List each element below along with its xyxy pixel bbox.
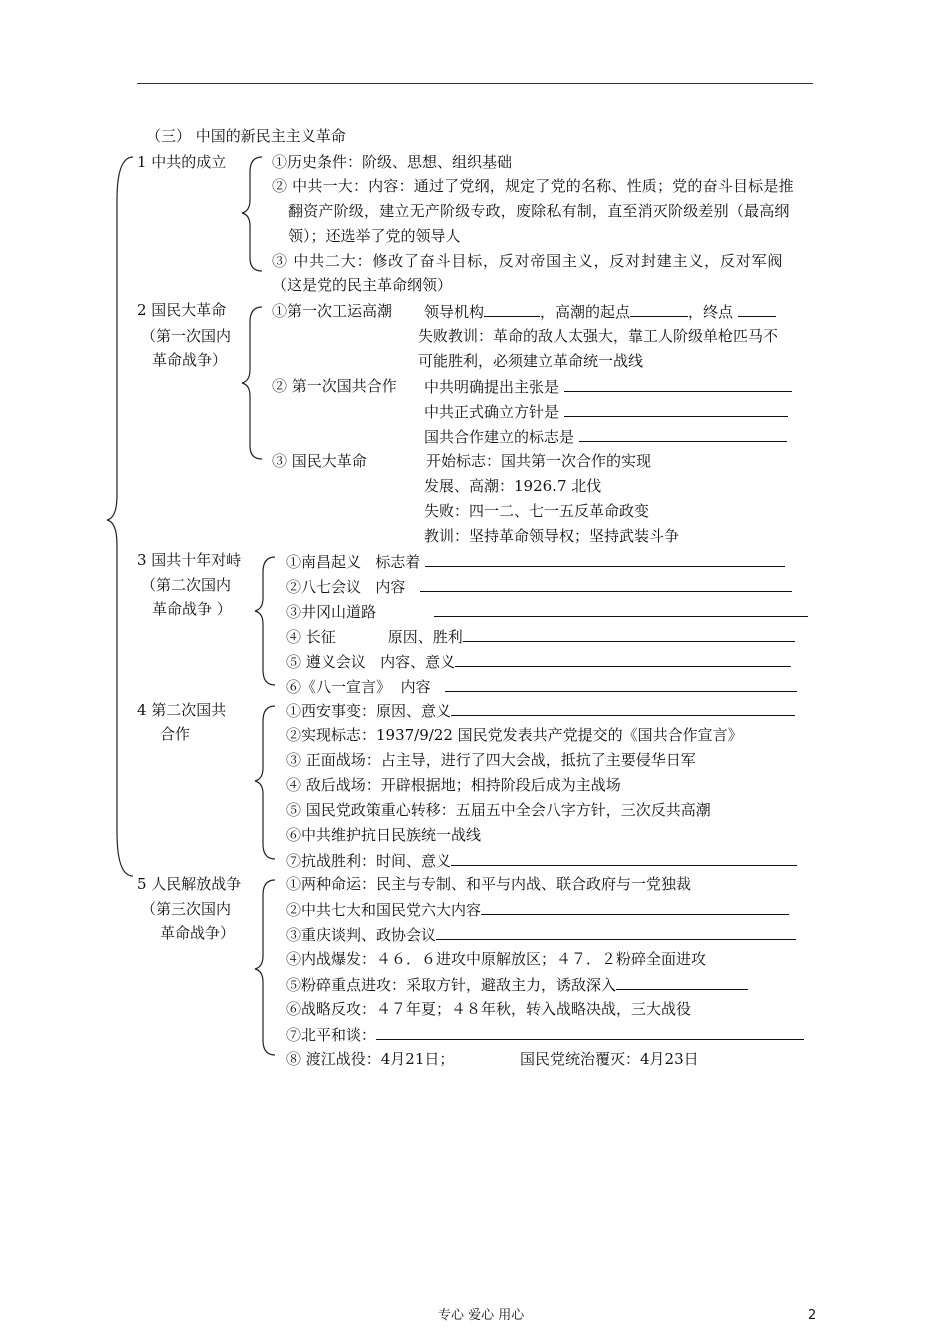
s5-item-5	[286, 974, 748, 995]
s3-item-6-prompt: 内容	[400, 678, 431, 696]
footer-slogan: 专心 爱心 用心	[438, 1308, 525, 1323]
s5-item-2-label: ②中共七大和国民党六大内容	[286, 901, 482, 919]
s3-item-2-prompt: 内容	[375, 578, 406, 596]
s2-item-2-fill-a	[424, 376, 792, 397]
s3-item-5-prompt: 内容、意义	[380, 653, 456, 671]
s2-item-3-b: 发展、高潮：1926.7 北伐	[424, 477, 602, 495]
brace-s2	[242, 307, 262, 459]
s4-item-5: ⑤ 国民党政策重心转移：五届五中全会八字方针，三次反共高潮	[286, 801, 711, 819]
s2-item-2-label-b: 中共正式确立方针是	[424, 403, 560, 421]
s2-item-3-c: 失败：四一二、七一五反革命政变	[424, 502, 650, 520]
s1-line-2b: 翻资产阶级，建立无产阶级专政，废除私有制，直至消灭阶级差别（最高纲	[288, 202, 790, 220]
s2-item-2-label-c: 国共合作建立的标志是	[424, 428, 575, 446]
blank-line[interactable]	[564, 376, 792, 392]
section-title: （三） 中国的新民主主义革命	[146, 127, 346, 145]
blank-line[interactable]	[738, 301, 776, 317]
blank-line[interactable]	[434, 601, 808, 617]
header-rule	[137, 83, 813, 84]
s3-item-1-prompt: 标志着	[375, 553, 421, 571]
topic-4-sub1: 合作	[160, 725, 191, 743]
s3-item-3	[286, 601, 808, 622]
topic-5-sub1: （第三次国内	[141, 900, 232, 918]
s2-item-2-label-a: 中共明确提出主张是	[424, 378, 560, 396]
s1-line-3b: （这是党的民主革命纲领）	[272, 276, 453, 294]
s3-item-4-label: ④ 长征	[286, 628, 336, 646]
s2-peak-end-label: ，终点	[688, 303, 734, 321]
brace-s1	[242, 157, 262, 271]
topic-3-title: 3 国共十年对峙	[137, 551, 242, 569]
blank-line[interactable]	[616, 974, 748, 990]
topic-3-sub1: （第二次国内	[141, 576, 232, 594]
s4-item-2: ②实现标志：1937/9/22 国民党发表共产党提交的《国共合作宣言》	[286, 726, 743, 744]
topic-2-title: 2 国民大革命	[137, 301, 227, 319]
brace-s3	[255, 557, 275, 685]
s5-item-2	[286, 899, 789, 920]
blank-line[interactable]	[481, 899, 789, 915]
s2-item-2-fill-b	[424, 401, 788, 422]
s2-item-1-lesson-2: 可能胜利，必须建立革命统一战线	[418, 352, 644, 370]
outer-brace	[107, 157, 133, 876]
blank-line[interactable]	[451, 850, 797, 866]
s5-item-7-label: ⑦北平和谈：	[286, 1026, 377, 1044]
s1-line-1: ①历史条件：阶级、思想、组织基础	[272, 153, 513, 171]
blank-line[interactable]	[463, 626, 795, 642]
s3-item-6	[286, 676, 797, 697]
topic-2-sub2: 革命战争）	[152, 351, 228, 369]
s5-item-7	[286, 1024, 804, 1045]
s5-item-5-label: ⑤粉碎重点进攻：采取方针，避敌主力，诱敌深入	[286, 976, 617, 994]
blank-line[interactable]	[455, 651, 791, 667]
s2-item-1-fill	[424, 301, 776, 322]
s5-item-8b: 国民党统治覆灭：4月23日	[520, 1050, 699, 1068]
s5-item-3-label: ③重庆谈判、政协会议	[286, 926, 437, 944]
blank-line[interactable]	[425, 551, 785, 567]
s5-item-4: ④内战爆发：４６．６进攻中原解放区；４７．２粉碎全面进攻	[286, 950, 707, 968]
topic-2-sub1: （第一次国内	[141, 327, 232, 345]
s2-item-3: ③ 国民大革命	[272, 452, 367, 470]
s4-item-7	[286, 850, 797, 871]
blank-line[interactable]	[451, 700, 795, 716]
brace-s4	[255, 706, 275, 859]
blank-line[interactable]	[630, 301, 688, 317]
s3-item-5-label: ⑤ 遵义会议	[286, 653, 366, 671]
s4-item-3: ③ 正面战场：占主导，进行了四大会战，抵抗了主要侵华日军	[286, 751, 696, 769]
s5-item-1: ①两种命运：民主与专制、和平与内战、联合政府与一党独裁	[286, 875, 692, 893]
blank-line[interactable]	[579, 426, 787, 442]
blank-line[interactable]	[484, 301, 540, 317]
s1-line-2a: ② 中共一大：内容：通过了党纲，规定了党的名称、性质；党的奋斗目标是推	[272, 177, 794, 195]
s3-item-3-label: ③井冈山道路	[286, 603, 377, 621]
s3-item-1-label: ①南昌起义	[286, 553, 362, 571]
s4-item-1-label: ①西安事变：原因、意义	[286, 702, 452, 720]
s4-item-7-label: ⑦抗战胜利：时间、意义	[286, 852, 452, 870]
s3-item-4-prompt: 原因、胜利	[387, 628, 463, 646]
s2-peak-start-label: ，高潮的起点	[540, 303, 631, 321]
blank-line[interactable]	[376, 1024, 804, 1040]
blank-line[interactable]	[445, 676, 797, 692]
blank-line[interactable]	[564, 401, 788, 417]
s2-item-2-fill-c	[424, 426, 787, 447]
s5-item-3	[286, 924, 796, 945]
s3-item-2	[286, 576, 792, 597]
s4-item-4: ④ 敌后战场：开辟根据地；相持阶段后成为主战场	[286, 776, 621, 794]
topic-5-title: 5 人民解放战争	[137, 875, 242, 893]
topic-4-title: 4 第二次国共	[137, 701, 227, 719]
brace-s5	[255, 880, 275, 1055]
page-number: 2	[808, 1308, 817, 1323]
topic-1-title: 1 中共的成立	[137, 153, 227, 171]
s2-leader-label: 领导机构	[424, 303, 485, 321]
s4-item-6: ⑥中共维护抗日民族统一战线	[286, 826, 482, 844]
s1-line-2c: 领）；还选举了党的领导人	[288, 227, 461, 245]
s2-item-1-lesson: 失败教训：革命的敌人太强大，靠工人阶级单枪匹马不	[418, 327, 779, 345]
s2-item-1: ①第一次工运高潮	[272, 302, 393, 320]
topic-5-sub2: 革命战争）	[160, 924, 236, 942]
blank-line[interactable]	[420, 576, 792, 592]
s3-item-4	[286, 626, 795, 647]
s5-item-6: ⑥战略反攻：４７年夏；４８年秋，转入战略决战，三大战役	[286, 1000, 692, 1018]
s1-line-3a: ③ 中共二大：修改了奋斗目标，反对帝国主义，反对封建主义，反对军阀	[272, 252, 784, 270]
s5-item-8a: ⑧ 渡江战役：4月21日；	[286, 1050, 455, 1068]
s3-item-2-label: ②八七会议	[286, 578, 362, 596]
s2-item-3-d: 教训：坚持革命领导权；坚持武装斗争	[424, 527, 680, 545]
s3-item-5	[286, 651, 791, 672]
s3-item-1	[286, 551, 785, 572]
blank-line[interactable]	[436, 924, 796, 940]
s2-item-3-a: 开始标志：国共第一次合作的实现	[426, 452, 652, 470]
s4-item-1	[286, 700, 795, 721]
s3-item-6-label: ⑥《八一宣言》	[286, 678, 392, 696]
s2-item-2: ② 第一次国共合作	[272, 377, 397, 395]
topic-3-sub2: 革命战争 ）	[152, 600, 232, 618]
